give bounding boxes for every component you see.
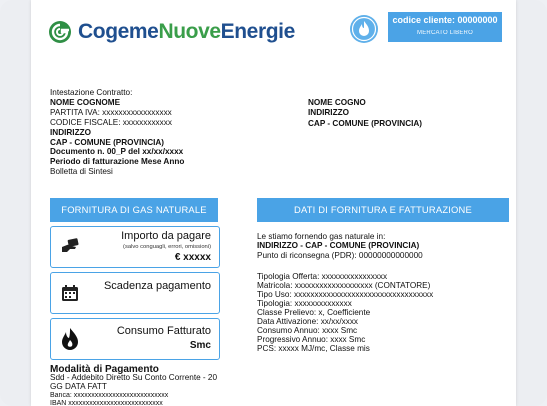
cogeme-logo-icon bbox=[48, 20, 72, 44]
contract-label: Intestazione Contratto: bbox=[50, 88, 133, 97]
brand-logo bbox=[48, 18, 295, 46]
supply-address: INDIRIZZO - CAP - COMUNE (PROVINCIA) bbox=[257, 241, 420, 250]
supply-data-header: DATI DI FORNITURA E FATTURAZIONE bbox=[257, 198, 509, 222]
document-number: Documento n. 00_P del xx/xx/xxxx bbox=[50, 147, 184, 156]
billing-period: Periodo di fatturazione Mese Anno bbox=[50, 157, 185, 166]
gas-flame-icon bbox=[349, 14, 379, 44]
supply-pdr: Punto di riconsegna (PDR): 00000000000000 bbox=[257, 251, 423, 260]
payment-method-title: Modalità di Pagamento bbox=[50, 364, 159, 375]
bill-type: Bolletta di Sintesi bbox=[50, 167, 113, 176]
detail-meter: Matricola: xxxxxxxxxxxxxxxxxxx (CONTATORE) bbox=[257, 281, 431, 290]
billed-consumption-card bbox=[50, 318, 220, 360]
vat-number: PARTITA IVA: xxxxxxxxxxxxxxxxx bbox=[50, 108, 172, 117]
fiscal-code: CODICE FISCALE: xxxxxxxxxxxx bbox=[50, 118, 172, 127]
payment-method-line1: Sdd - Addebito Diretto Su Conto Corrente - 20 bbox=[50, 373, 218, 382]
amount-due-title: Importo da pagare bbox=[121, 230, 211, 242]
bank-name: Banca: xxxxxxxxxxxxxxxxxxxxxxxxxxx bbox=[50, 392, 169, 399]
amount-due-value: € xxxxx bbox=[174, 252, 211, 263]
detail-progressive-annual: Progressivo Annuo: xxxx Smc bbox=[257, 335, 366, 344]
left-margin bbox=[0, 0, 31, 406]
consumption-unit: Smc bbox=[189, 340, 211, 351]
holder-address: INDIRIZZO bbox=[50, 128, 91, 137]
detail-use-type: Tipo Uso: xxxxxxxxxxxxxxxxxxxxxxxxxxxxxxxxxx bbox=[257, 290, 434, 299]
recipient-city: CAP - COMUNE (PROVINCIA) bbox=[308, 119, 423, 128]
recipient-address: INDIRIZZO bbox=[308, 108, 349, 117]
amount-due-note: (salvo conguagli, errori, omissioni) bbox=[123, 244, 211, 250]
recipient-name: NOME COGNO bbox=[308, 98, 366, 107]
gas-supply-header: FORNITURA DI GAS NATURALE bbox=[50, 198, 218, 222]
detail-category: Tipologia: xxxxxxxxxxxxxx bbox=[257, 299, 352, 308]
detail-withdrawal-class: Classe Prelievo: x, Coefficiente bbox=[257, 308, 371, 317]
holder-name: NOME COGNOME bbox=[50, 98, 121, 107]
due-date-title: Scadenza pagamento bbox=[103, 280, 211, 292]
brand-name: CogemeNuoveEnergie bbox=[78, 20, 295, 43]
consumption-title: Consumo Fatturato bbox=[116, 325, 211, 337]
holder-city: CAP - COMUNE (PROVINCIA) bbox=[50, 138, 165, 147]
iban: IBAN xxxxxxxxxxxxxxxxxxxxxxxxxxx bbox=[50, 400, 163, 406]
due-date-card bbox=[50, 272, 220, 314]
detail-pcs: PCS: xxxxx MJ/mc, Classe mis bbox=[257, 344, 370, 353]
payment-method-line2: GG DATA FATT bbox=[50, 382, 107, 391]
right-margin bbox=[516, 0, 547, 406]
payment-hand-icon bbox=[61, 238, 79, 254]
client-code: codice cliente: 00000000 bbox=[392, 15, 498, 25]
amount-due-card bbox=[50, 226, 220, 268]
detail-activation-date: Data Attivazione: xx/xx/xxxx bbox=[257, 317, 359, 326]
calendar-icon bbox=[61, 284, 79, 302]
detail-offer-type: Tipologia Offerta: xxxxxxxxxxxxxxxx bbox=[257, 272, 388, 281]
supply-intro: Le stiamo fornendo gas naturale in: bbox=[257, 232, 386, 241]
flame-icon bbox=[61, 327, 79, 351]
market-label: MERCATO LIBERO bbox=[417, 30, 473, 36]
client-code-box bbox=[388, 12, 502, 42]
detail-annual-consumption: Consumo Annuo: xxxx Smc bbox=[257, 326, 358, 335]
